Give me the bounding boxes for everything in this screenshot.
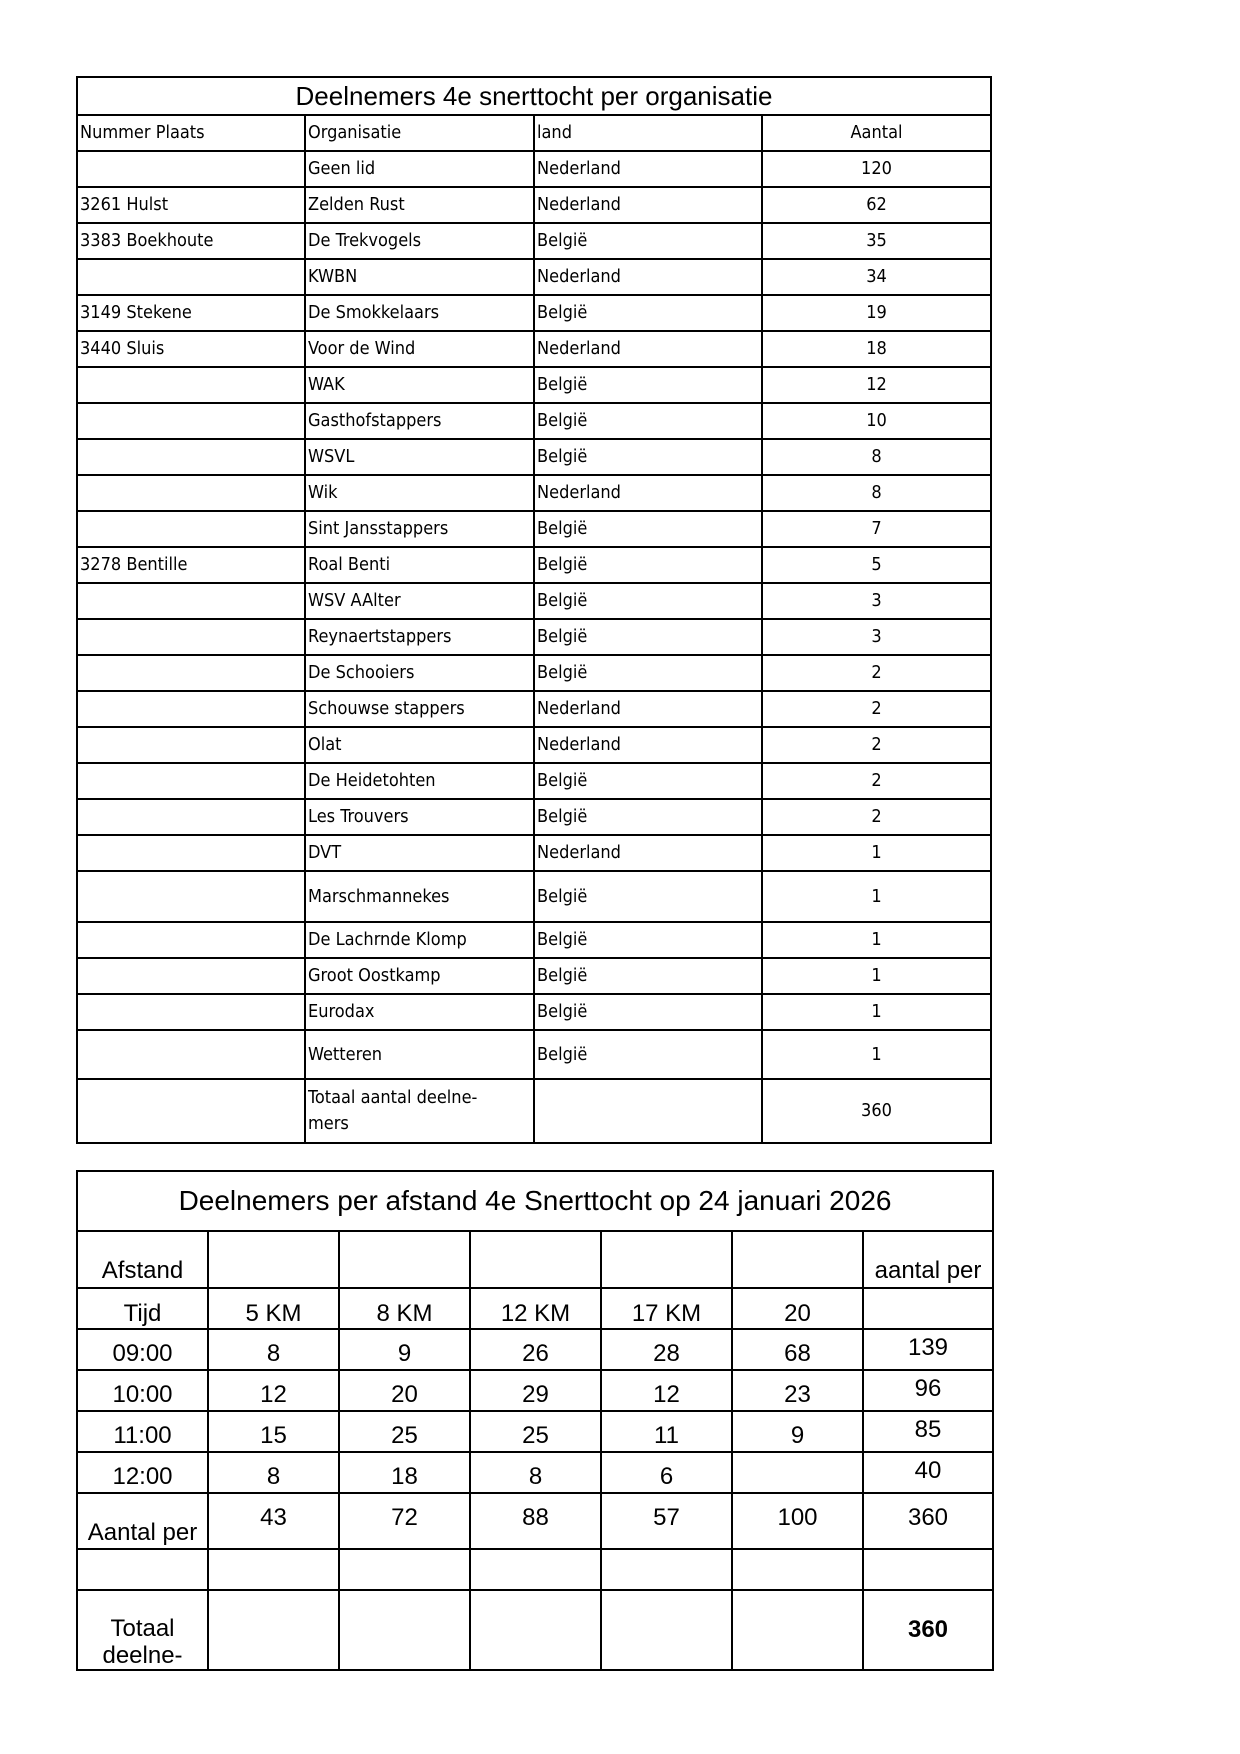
cell-land: Nederland (534, 151, 762, 187)
cell-organisatie: Sint Jansstappers (305, 511, 534, 547)
cell-land: België (534, 799, 762, 835)
cell-aantal: 34 (762, 259, 991, 295)
time-label: 10:00 (77, 1370, 208, 1411)
cell-land: België (534, 619, 762, 655)
organisation-row (77, 763, 991, 799)
cell-organisatie: De Heidetohten (305, 763, 534, 799)
table1-title: Deelnemers 4e snerttocht per organisatie (77, 77, 991, 115)
cell-nummer-plaats (77, 151, 305, 187)
organisation-row (77, 259, 991, 295)
row-total: 85 (863, 1411, 993, 1452)
cell-nummer-plaats (77, 922, 305, 958)
cell-land: Nederland (534, 727, 762, 763)
participants-per-distance-table (76, 1170, 994, 1671)
cell-organisatie: Zelden Rust (305, 187, 534, 223)
column-total: 72 (339, 1493, 470, 1549)
cell-nummer-plaats: 3149 Stekene (77, 295, 305, 331)
cell-aantal: 2 (762, 655, 991, 691)
distance-count: 25 (470, 1411, 601, 1452)
cell-aantal: 3 (762, 619, 991, 655)
distance-count (732, 1452, 863, 1493)
cell-nummer-plaats: 3261 Hulst (77, 187, 305, 223)
grand-total-label-line2: deelne- (102, 1642, 183, 1669)
total-label-line1: Totaal aantal deelne- (308, 1087, 478, 1108)
column-totals-row (77, 1493, 993, 1549)
cell-land: België (534, 583, 762, 619)
distance-count: 15 (208, 1411, 339, 1452)
cell-organisatie: De Lachrnde Klomp (305, 922, 534, 958)
cell-land: België (534, 994, 762, 1030)
cell-nummer-plaats (77, 871, 305, 922)
cell-nummer-plaats (77, 367, 305, 403)
cell-land: België (534, 655, 762, 691)
organisation-row (77, 799, 991, 835)
column-total: 57 (601, 1493, 732, 1549)
cell-nummer-plaats (77, 511, 305, 547)
cell-organisatie: DVT (305, 835, 534, 871)
grand-total-row (77, 1590, 993, 1670)
empty-cell (208, 1549, 339, 1590)
distance-count: 9 (339, 1329, 470, 1370)
cell-aantal: 1 (762, 994, 991, 1030)
cell-organisatie: Eurodax (305, 994, 534, 1030)
cell-aantal: 1 (762, 922, 991, 958)
distance-header: 5 KM (208, 1288, 339, 1329)
empty-cell (77, 1549, 208, 1590)
cell-aantal: 7 (762, 511, 991, 547)
empty-cell (208, 1231, 339, 1288)
cell-organisatie: Wik (305, 475, 534, 511)
row-total-header: aantal per (863, 1231, 993, 1288)
cell-aantal: 2 (762, 727, 991, 763)
cell-aantal: 1 (762, 835, 991, 871)
empty-cell (863, 1549, 993, 1590)
cell-organisatie: De Trekvogels (305, 223, 534, 259)
afstand-label: Afstand (77, 1231, 208, 1288)
grand-total-value: 360 (863, 1590, 993, 1670)
cell-aantal: 2 (762, 691, 991, 727)
empty-cell (470, 1231, 601, 1288)
table1-total-row (77, 1079, 991, 1143)
tijd-label: Tijd (77, 1288, 208, 1329)
cell-nummer-plaats (77, 655, 305, 691)
time-label: 12:00 (77, 1452, 208, 1493)
column-totals-sum: 360 (863, 1493, 993, 1549)
cell-aantal: 5 (762, 547, 991, 583)
cell-land: België (534, 439, 762, 475)
distance-count: 6 (601, 1452, 732, 1493)
distance-count: 18 (339, 1452, 470, 1493)
time-slot-row (77, 1370, 993, 1411)
cell-organisatie: WAK (305, 367, 534, 403)
total-label-line2: mers (308, 1113, 349, 1134)
cell-land: Nederland (534, 475, 762, 511)
empty-cell (601, 1590, 732, 1670)
distance-count: 11 (601, 1411, 732, 1452)
cell-organisatie: Olat (305, 727, 534, 763)
cell-nummer-plaats (77, 835, 305, 871)
cell-aantal: 1 (762, 958, 991, 994)
cell-land: België (534, 763, 762, 799)
cell-nummer-plaats (77, 475, 305, 511)
distance-count: 29 (470, 1370, 601, 1411)
cell-nummer-plaats (77, 259, 305, 295)
organisation-row (77, 547, 991, 583)
distance-count: 28 (601, 1329, 732, 1370)
organisation-row (77, 439, 991, 475)
cell-nummer-plaats (77, 727, 305, 763)
organisation-row (77, 511, 991, 547)
cell-organisatie: KWBN (305, 259, 534, 295)
organisation-row (77, 922, 991, 958)
empty-cell (339, 1231, 470, 1288)
organisation-row (77, 835, 991, 871)
cell-aantal: 10 (762, 403, 991, 439)
organisation-row (77, 475, 991, 511)
organisation-row (77, 403, 991, 439)
distance-count: 12 (208, 1370, 339, 1411)
organisation-row (77, 367, 991, 403)
cell-land: België (534, 511, 762, 547)
cell-organisatie: Les Trouvers (305, 799, 534, 835)
column-total: 43 (208, 1493, 339, 1549)
cell-organisatie: De Smokkelaars (305, 295, 534, 331)
cell-land: Nederland (534, 835, 762, 871)
total-label (305, 1079, 534, 1143)
cell-nummer-plaats (77, 799, 305, 835)
cell-nummer-plaats (77, 439, 305, 475)
empty-cell (863, 1288, 993, 1329)
cell-aantal: 2 (762, 763, 991, 799)
empty-cell (339, 1549, 470, 1590)
cell-aantal: 62 (762, 187, 991, 223)
distance-count: 8 (208, 1452, 339, 1493)
distance-header: 17 KM (601, 1288, 732, 1329)
cell-aantal: 19 (762, 295, 991, 331)
cell-land: België (534, 1030, 762, 1079)
time-label: 09:00 (77, 1329, 208, 1370)
cell-organisatie: De Schooiers (305, 655, 534, 691)
cell-nummer-plaats (77, 619, 305, 655)
cell-organisatie: Gasthofstappers (305, 403, 534, 439)
cell-organisatie: Reynaertstappers (305, 619, 534, 655)
empty-cell (601, 1549, 732, 1590)
cell-organisatie: Voor de Wind (305, 331, 534, 367)
cell-aantal: 1 (762, 1030, 991, 1079)
table1-header-row (77, 115, 991, 151)
cell-organisatie: WSVL (305, 439, 534, 475)
cell-nummer-plaats (77, 1030, 305, 1079)
organisation-row (77, 727, 991, 763)
time-label: 11:00 (77, 1411, 208, 1452)
row-total: 139 (863, 1329, 993, 1370)
cell-aantal: 3 (762, 583, 991, 619)
distance-count: 23 (732, 1370, 863, 1411)
cell-land: Nederland (534, 691, 762, 727)
cell-land: Nederland (534, 331, 762, 367)
cell-aantal: 35 (762, 223, 991, 259)
cell-land: Nederland (534, 187, 762, 223)
header-land: land (534, 115, 762, 151)
cell-aantal: 18 (762, 331, 991, 367)
distance-count: 8 (208, 1329, 339, 1370)
cell-land: België (534, 547, 762, 583)
organisation-row (77, 295, 991, 331)
cell-land: België (534, 223, 762, 259)
time-slot-row (77, 1329, 993, 1370)
grand-total-label (77, 1590, 208, 1670)
cell-organisatie: Wetteren (305, 1030, 534, 1079)
time-slot-row (77, 1452, 993, 1493)
header-organisatie: Organisatie (305, 115, 534, 151)
cell-organisatie: Schouwse stappers (305, 691, 534, 727)
distance-header: 8 KM (339, 1288, 470, 1329)
cell-organisatie: Geen lid (305, 151, 534, 187)
empty-cell (77, 1079, 305, 1143)
cell-land: België (534, 295, 762, 331)
distance-count: 26 (470, 1329, 601, 1370)
empty-cell (470, 1549, 601, 1590)
organisation-row (77, 691, 991, 727)
grand-total-label-line1: Totaal (110, 1615, 175, 1642)
cell-aantal: 1 (762, 871, 991, 922)
cell-organisatie: Marschmannekes (305, 871, 534, 922)
cell-organisatie: Groot Oostkamp (305, 958, 534, 994)
organisation-row (77, 223, 991, 259)
empty-cell (208, 1590, 339, 1670)
organisation-row (77, 994, 991, 1030)
empty-row (77, 1549, 993, 1590)
cell-nummer-plaats (77, 763, 305, 799)
cell-nummer-plaats (77, 691, 305, 727)
cell-aantal: 8 (762, 475, 991, 511)
distance-header: 20 (732, 1288, 863, 1329)
distance-count: 20 (339, 1370, 470, 1411)
cell-aantal: 12 (762, 367, 991, 403)
table2-title: Deelnemers per afstand 4e Snerttocht op 24 januari 2026 (77, 1171, 993, 1231)
empty-cell (732, 1590, 863, 1670)
distance-count: 68 (732, 1329, 863, 1370)
row-total: 40 (863, 1452, 993, 1493)
total-value: 360 (762, 1079, 991, 1143)
cell-nummer-plaats: 3278 Bentille (77, 547, 305, 583)
cell-land: Nederland (534, 259, 762, 295)
cell-organisatie: WSV AAlter (305, 583, 534, 619)
header-nummer-plaats: Nummer Plaats (77, 115, 305, 151)
cell-land: België (534, 922, 762, 958)
organisation-row (77, 958, 991, 994)
column-total: 100 (732, 1493, 863, 1549)
header-aantal: Aantal (762, 115, 991, 151)
empty-cell (601, 1231, 732, 1288)
distance-count: 9 (732, 1411, 863, 1452)
cell-aantal: 2 (762, 799, 991, 835)
column-totals-label: Aantal per (77, 1493, 208, 1549)
cell-nummer-plaats (77, 994, 305, 1030)
organisation-row (77, 655, 991, 691)
organisation-row (77, 331, 991, 367)
distance-count: 8 (470, 1452, 601, 1493)
cell-land: België (534, 403, 762, 439)
organisation-row (77, 583, 991, 619)
empty-cell (339, 1590, 470, 1670)
cell-nummer-plaats: 3383 Boekhoute (77, 223, 305, 259)
cell-land: België (534, 367, 762, 403)
organisation-row (77, 619, 991, 655)
distance-count: 25 (339, 1411, 470, 1452)
cell-land: België (534, 958, 762, 994)
participants-per-organisation-table (76, 76, 992, 1144)
time-slot-row (77, 1411, 993, 1452)
cell-nummer-plaats (77, 583, 305, 619)
column-total: 88 (470, 1493, 601, 1549)
afstand-row (77, 1231, 993, 1288)
distance-count: 12 (601, 1370, 732, 1411)
organisation-row (77, 871, 991, 922)
organisation-row (77, 151, 991, 187)
organisation-row (77, 187, 991, 223)
tijd-row (77, 1288, 993, 1329)
cell-nummer-plaats: 3440 Sluis (77, 331, 305, 367)
cell-aantal: 8 (762, 439, 991, 475)
distance-header: 12 KM (470, 1288, 601, 1329)
empty-cell (732, 1549, 863, 1590)
cell-nummer-plaats (77, 958, 305, 994)
cell-aantal: 120 (762, 151, 991, 187)
row-total: 96 (863, 1370, 993, 1411)
cell-land: België (534, 871, 762, 922)
cell-organisatie: Roal Benti (305, 547, 534, 583)
cell-nummer-plaats (77, 403, 305, 439)
organisation-row (77, 1030, 991, 1079)
empty-cell (534, 1079, 762, 1143)
empty-cell (732, 1231, 863, 1288)
empty-cell (470, 1590, 601, 1670)
